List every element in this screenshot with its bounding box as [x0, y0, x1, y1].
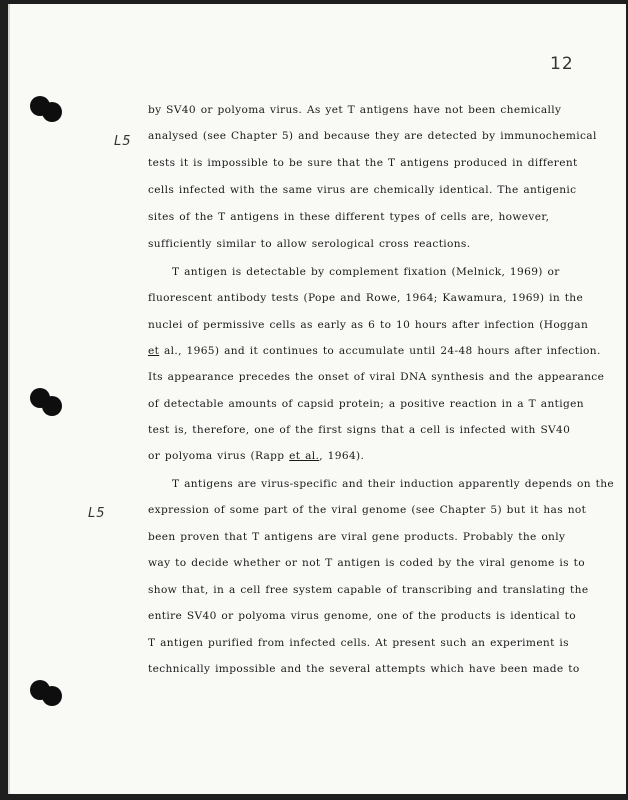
citation-et-al: et [148, 345, 160, 357]
text-line: Its appearance precedes the onset of viral DNA synthesis and the appearance [148, 371, 605, 383]
punch-hole-top-2 [42, 102, 62, 122]
text-line: way to decide whether or not T antigen is coded by the viral genome is to [148, 557, 585, 569]
citation-et-al: et al. [289, 450, 320, 462]
margin-note: L5 [88, 506, 106, 521]
text-line: technically impossible and the several attempts which have been made to [148, 663, 580, 675]
text-line [148, 345, 601, 357]
text-line: nuclei of permissive cells as early as 6 to 10 hours after infection (Hoggan [148, 319, 589, 331]
text-line-rest: al., 1965) and it continues to accumulate until 24-48 hours after infection. [159, 345, 601, 357]
punch-hole-bottom-2 [42, 686, 62, 706]
page-number: 12 [550, 54, 574, 74]
text-line: of detectable amounts of capsid protein; a positive reaction in a T antigen [148, 398, 584, 410]
text-line: by SV40 or polyoma virus. As yet T antigens have not been chemically [148, 104, 562, 116]
text-line: T antigen is detectable by complement fixation (Melnick, 1969) or [172, 266, 560, 278]
text-line: sufficiently similar to allow serological cross reactions. [148, 238, 471, 250]
text-line: cells infected with the same virus are chemically identical. The antigenic [148, 184, 577, 196]
text-line: T antigens are virus-specific and their induction apparently depends on the [172, 478, 615, 490]
punch-hole-middle-2 [42, 396, 62, 416]
text-line: show that, in a cell free system capable of transcribing and translating the [148, 584, 589, 596]
text-line: fluorescent antibody tests (Pope and Rowe, 1964; Kawamura, 1969) in the [148, 292, 584, 304]
text-line-end: , 1964). [319, 450, 365, 462]
text-line: analysed (see Chapter 5) and because they are detected by immunochemical [148, 130, 597, 142]
text-line: sites of the T antigens in these different types of cells are, however, [148, 211, 550, 223]
document-page [8, 4, 626, 794]
text-line: been proven that T antigens are viral gene products. Probably the only [148, 531, 566, 543]
text-line: entire SV40 or polyoma virus genome, one of the products is identical to [148, 610, 576, 622]
text-line [148, 450, 364, 462]
text-line: test is, therefore, one of the first signs that a cell is infected with SV40 [148, 424, 571, 436]
text-line: T antigen purified from infected cells. At present such an experiment is [148, 637, 569, 649]
text-line: tests it is impossible to be sure that the T antigens produced in different [148, 157, 578, 169]
text-line-start: or polyoma virus (Rapp [148, 450, 290, 462]
margin-note: L5 [114, 134, 132, 149]
text-line: expression of some part of the viral genome (see Chapter 5) but it has not [148, 504, 587, 516]
